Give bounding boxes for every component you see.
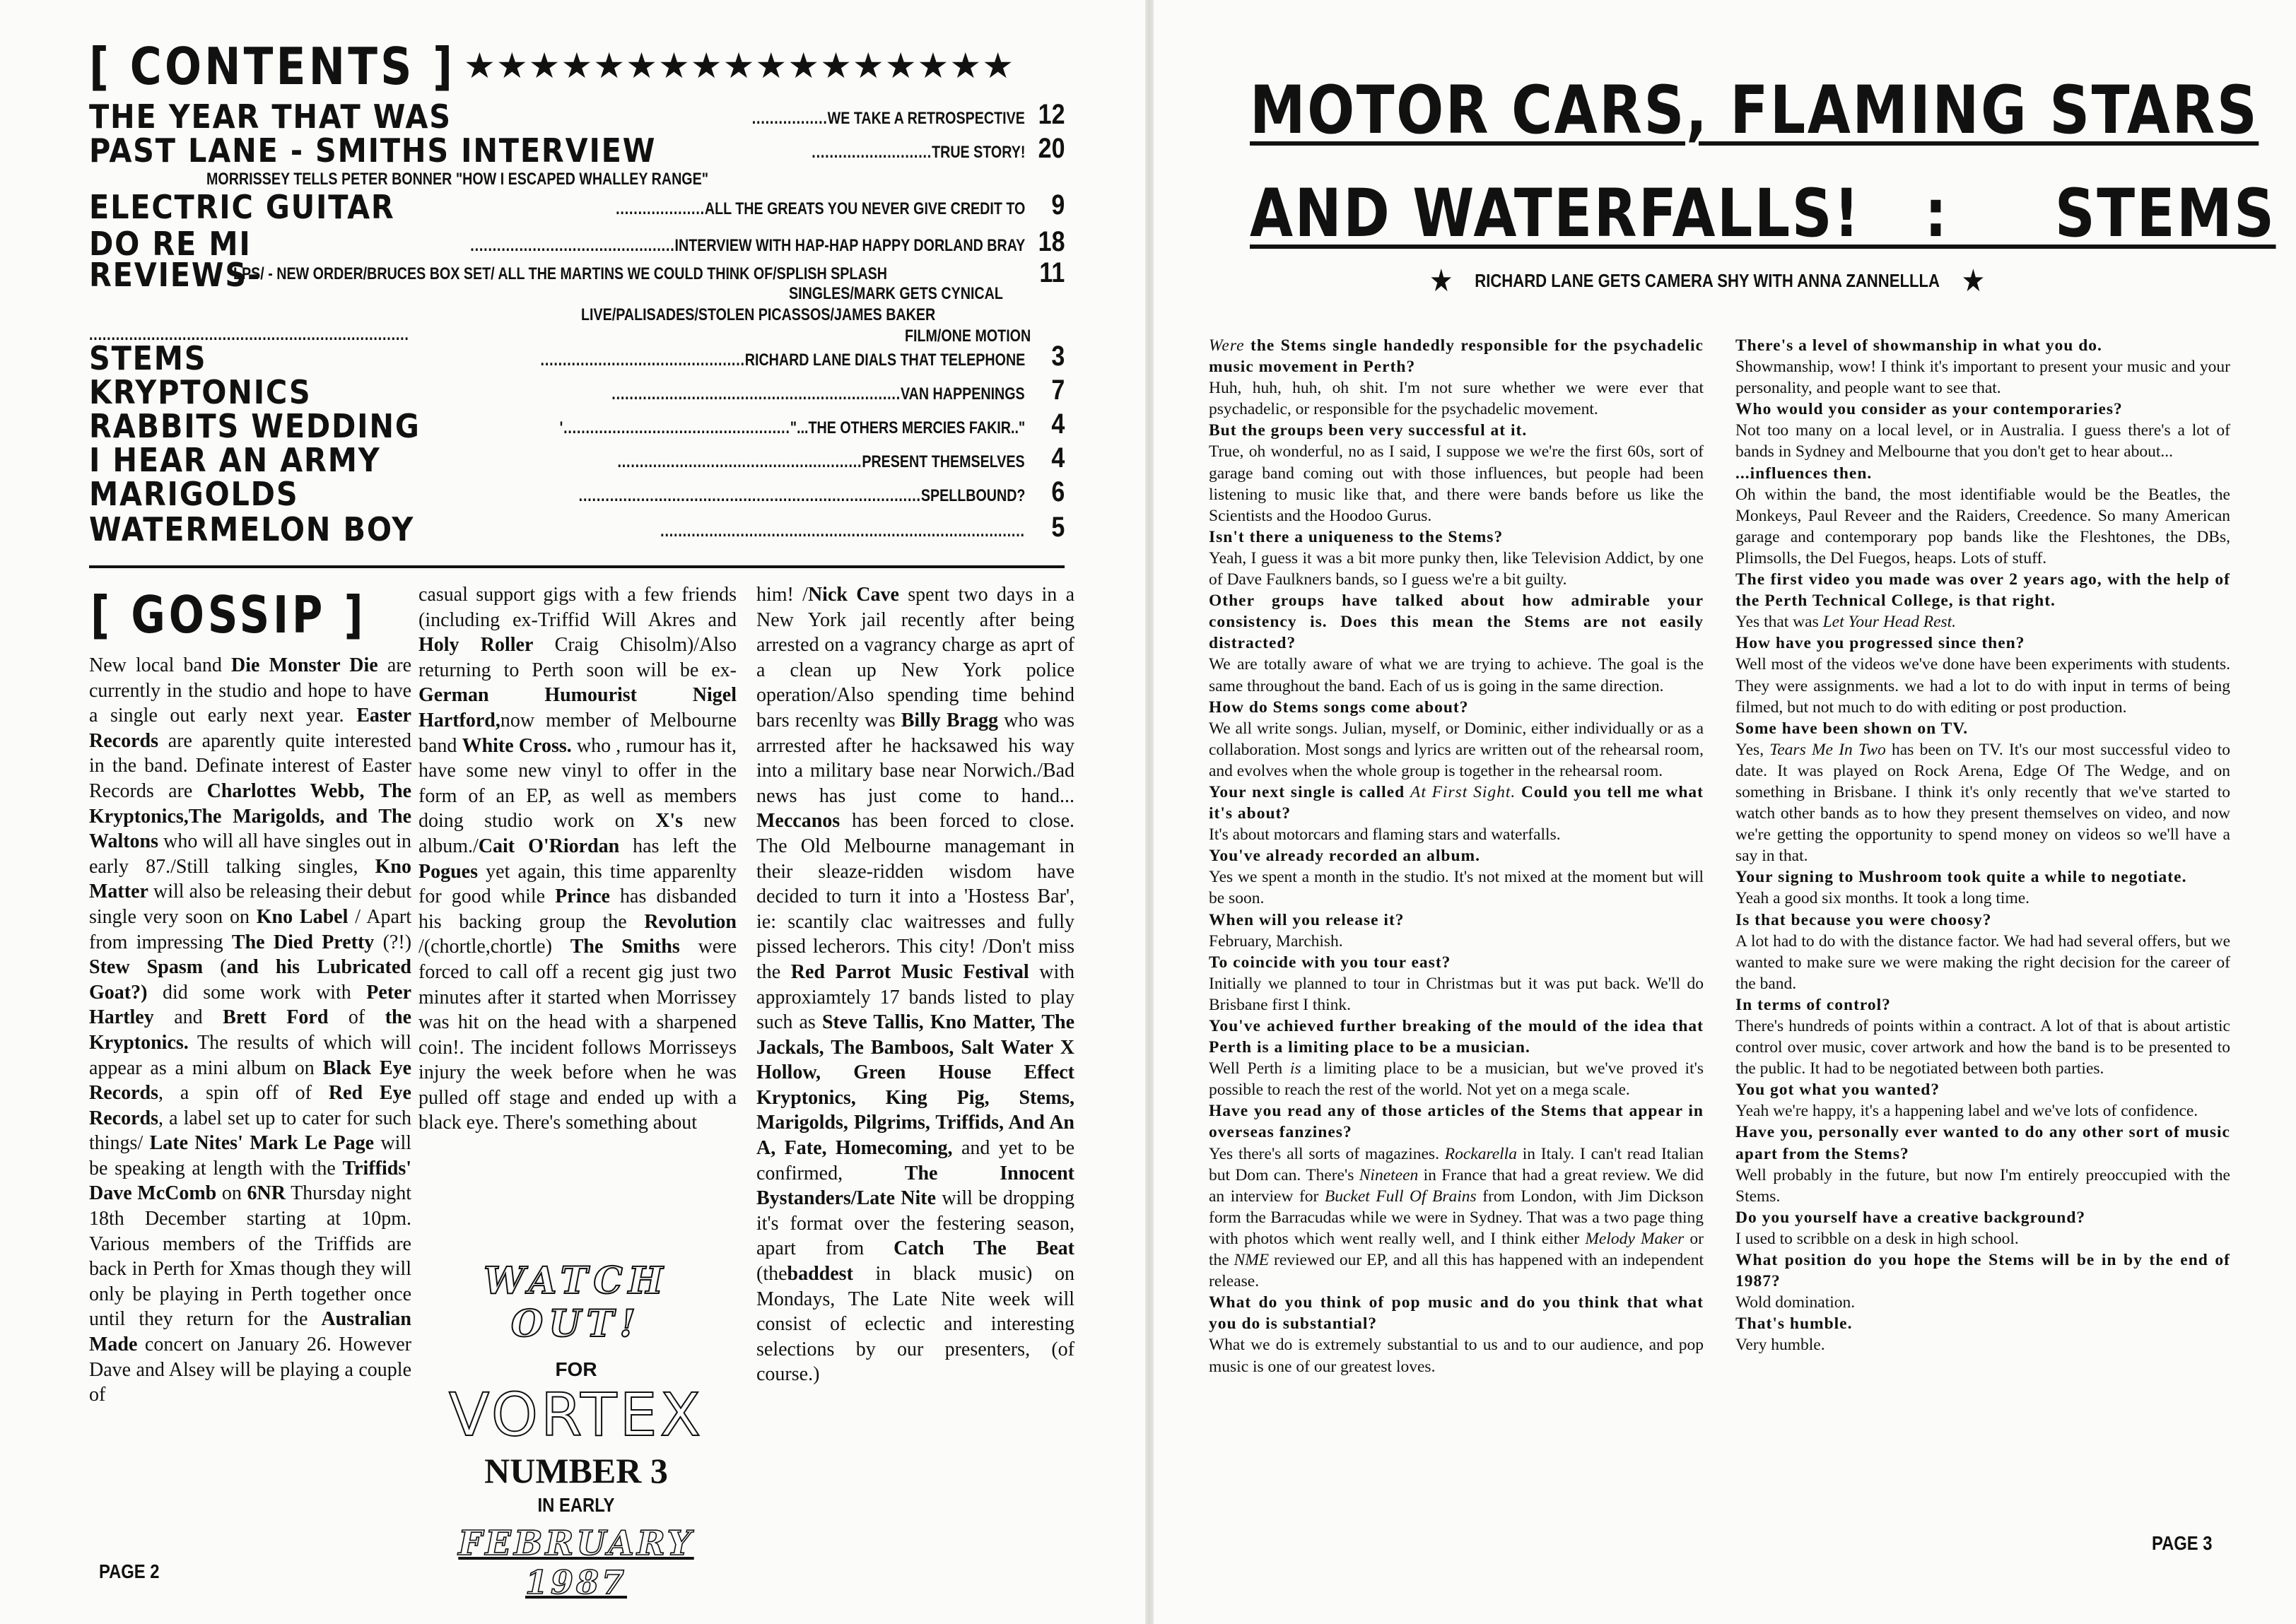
interview-answer xyxy=(1735,1228,2230,1249)
interview-answer xyxy=(1209,973,1704,1016)
text-run: spent two days in a New York jail recently after being arrested on a vagrancy charge as aprt of a clean up New York police operation/Also spending time behind bars recenlty was xyxy=(756,584,1074,731)
toc-page-number: 4 xyxy=(1051,408,1065,440)
headline-line-2: AND WATERFALLS! : STEMS xyxy=(1250,175,2276,252)
bold-text: his Lubricated Goat?) xyxy=(89,956,411,1004)
text-run xyxy=(259,956,276,978)
advert-watch-out: WATCH OUT! xyxy=(484,1259,669,1346)
text-run: who will all have singles out in early 87./Still talking singles, xyxy=(89,830,411,878)
text-run: of xyxy=(328,1006,385,1029)
text-run: ...influences then. xyxy=(1735,464,1873,483)
text-run: You've already recorded an album. xyxy=(1209,847,1480,866)
interview-answer xyxy=(1209,548,1704,590)
toc-reviews-line-1: LPS/ - NEW ORDER/BRUCES BOX SET/ ALL THE MARTINS WE COULD THINK OF/SPLISH SPLASH xyxy=(233,264,887,283)
toc-title: REVIEWS- xyxy=(89,256,261,294)
text-run: has been on TV. It's our most successful video to date. It was played on Rock Arena, Edge Of The Wedge, and on something in Brisbane. I think it's only recently that we've started to watch other bands as to how they present themselves on video, and now we're getting the opportunity to spend money on videos so we'll have a say in that. xyxy=(1735,740,2230,866)
italic-text: Were xyxy=(1209,336,1245,355)
bold-text: White Cross. xyxy=(462,734,572,757)
text-run: What do you think of pop music and do you think that what you do is substantial? xyxy=(1209,1293,1704,1334)
toc-description xyxy=(618,452,1025,472)
text-run: Who would you consider as your contemporaries? xyxy=(1735,400,2123,419)
toc-reviews-line-4: FILM/ONE MOTION xyxy=(905,326,1031,346)
toc-row xyxy=(89,510,1065,547)
text-run: We are totally aware of what we are trying to achieve. The goal is the same throughout the band. Each of us is going in the same direction. xyxy=(1209,655,1704,695)
text-run: will also be releasing their debut single very soon on xyxy=(89,881,411,928)
contents-stars: ★★★★★★★★★★★★★★★★★ xyxy=(464,45,1015,86)
text-run: has disbanded his backing group the xyxy=(418,885,737,933)
interview-answer xyxy=(1735,420,2230,462)
text-run: You've achieved further breaking of the mould of the idea that Perth is a limiting place to be a musician. xyxy=(1209,1017,1704,1057)
italic-text: is xyxy=(1289,1059,1301,1078)
text-run: We all write songs. Julian, myself, or Dominic, either individually or as a collaboration. Most songs and lyrics are written out of the rehearsal room, and evolves when the whole group is together in the rehearsal room. xyxy=(1209,719,1704,780)
toc-page-number: 11 xyxy=(1039,257,1065,288)
interview-question xyxy=(1735,910,2230,931)
bold-text: Late Nites' Mark Le Page xyxy=(149,1132,375,1155)
text-run: Wold domination. xyxy=(1735,1293,1856,1312)
bold-text: Steve Tallis, Kno Matter, The Jackals, The Bamboos, Salt Water X Hollow, Green House Effect Kryptonics, King Pig, Stems, Marigolds, Pilgrims, Triffids, And An A, xyxy=(756,1011,1075,1160)
toc-leader: ........................... xyxy=(811,143,932,162)
text-run: with approxiamtely 17 bands listed to play such as xyxy=(756,960,1074,1034)
toc-description-text: RICHARD LANE DIALS THAT TELEPHONE xyxy=(744,351,1025,370)
interview-question xyxy=(1209,952,1704,973)
text-run: who , rumour has it, have some new vinyl to offer in the form of an EP, as well as members doing studio work on xyxy=(418,734,737,832)
toc-page-number: 4 xyxy=(1051,442,1065,473)
bold-text: Australian Made xyxy=(89,1308,411,1356)
bold-text: Revolution xyxy=(644,910,737,933)
interview-question xyxy=(1735,569,2230,611)
toc-page-number: 6 xyxy=(1051,476,1065,507)
text-run: Your signing to Mushroom took quite a while to negotiate. xyxy=(1735,868,2187,887)
bold-text: Black Eye Records xyxy=(89,1057,412,1105)
toc-leader: ................. xyxy=(751,109,828,128)
text-run: To coincide with you tour east? xyxy=(1209,953,1451,972)
vortex-advert xyxy=(417,1259,735,1601)
toc-page-number: 20 xyxy=(1038,133,1065,164)
left-page xyxy=(0,0,1145,1624)
star-icon: ★ xyxy=(1961,263,1986,299)
toc-title: KRYPTONICS xyxy=(89,373,312,411)
toc-title: ELECTRIC GUITAR xyxy=(89,188,395,226)
interview-question xyxy=(1209,1292,1704,1334)
toc-row xyxy=(89,475,1065,512)
contents-divider xyxy=(89,565,1065,568)
bold-text: Peter Hartley xyxy=(89,981,411,1029)
bold-text: Kno Label xyxy=(256,905,348,928)
toc-title: RABBITS WEDDING xyxy=(89,407,421,445)
text-run: The first video you made was over 2 years ago, with the help of the Perth Technical College, is that right. xyxy=(1735,570,2230,611)
interview-question xyxy=(1209,910,1704,931)
toc-description xyxy=(470,236,1025,256)
bold-text: Die Monster Die xyxy=(231,654,378,676)
bold-text: the Kryptonics. xyxy=(89,1006,412,1054)
interview-answer xyxy=(1209,824,1704,845)
bold-text: Nick Cave xyxy=(807,584,899,606)
text-run: will be speaking at length with the xyxy=(89,1132,412,1179)
toc-description xyxy=(578,486,1025,506)
toc-leader: .................................................................................. xyxy=(660,522,1025,541)
bold-text: Prince xyxy=(555,885,610,908)
toc-title: STEMS xyxy=(89,339,207,377)
text-run: Well most of the videos we've done have been experiments with students. They were assignments. we had a lot to do with input in terms of being filmed, but not much to do with editing or post production. xyxy=(1735,655,2230,717)
interview-question xyxy=(1735,1249,2230,1292)
text-run: Have you read any of those articles of the Stems that appear in overseas fanzines? xyxy=(1209,1102,1704,1142)
toc-page-number: 18 xyxy=(1038,226,1065,257)
interview-question xyxy=(1735,1079,2230,1100)
text-run: the Stems single handedly responsible for the psychadelic music movement in Perth? xyxy=(1209,336,1704,377)
text-run: Your next single is called xyxy=(1209,782,1410,801)
interview-answer xyxy=(1735,356,2230,399)
toc-row xyxy=(89,98,1065,134)
toc-description xyxy=(559,418,1025,438)
interview-answer xyxy=(1209,377,1704,420)
interview-answer xyxy=(1735,931,2230,994)
advert-month: FEBRUARY xyxy=(458,1524,694,1563)
toc-description xyxy=(612,384,1025,404)
text-run: in France that had a great review. We did an interview for xyxy=(1209,1165,1704,1206)
interview-question xyxy=(1735,1122,2230,1164)
interview-answer xyxy=(1735,611,2230,632)
italic-text: At First Sight. xyxy=(1410,782,1516,801)
toc-leader: .............................................. xyxy=(540,351,745,370)
bold-text: Kno Matter xyxy=(89,855,411,903)
text-run: will be dropping it's format over the festering season, apart from xyxy=(756,1187,1074,1260)
bold-text: The Smiths xyxy=(570,936,680,958)
text-run: or the xyxy=(1209,1229,1704,1270)
toc-title: DO RE MI xyxy=(89,225,252,263)
interview-answer xyxy=(1209,931,1704,952)
italic-text: Rockarella xyxy=(1444,1144,1517,1163)
text-run: Well Perth xyxy=(1209,1059,1290,1078)
toc-description xyxy=(752,109,1025,129)
interview-question xyxy=(1735,335,2230,356)
toc-description-text: TRUE STORY! xyxy=(931,143,1025,162)
text-run: Showmanship, wow! I think it's important to present your music and your personality, and people want to see that. xyxy=(1735,358,2230,398)
bold-text: Triffids' Dave McComb xyxy=(89,1157,411,1205)
text-run: But the groups been very successful at it. xyxy=(1209,421,1528,440)
text-run: reviewed our EP, and all this has happened with an independent release. xyxy=(1209,1251,1704,1291)
text-run: How have you progressed since then? xyxy=(1735,634,2025,653)
italic-text: Nineteen xyxy=(1359,1165,1419,1184)
interview-question xyxy=(1735,399,2230,420)
text-run: are aparently quite interested in the band. Definate interest of Easter Records are xyxy=(89,729,411,802)
text-run: a limiting place to be a musician, but we've proved it's possible to reach the rest of the world. Not yet on a mega scale. xyxy=(1209,1059,1704,1100)
interview-answer xyxy=(1735,484,2230,569)
text-run: Well probably in the future, but now I'm entirely preoccupied with the Stems. xyxy=(1735,1165,2230,1206)
toc-page-number: 7 xyxy=(1051,375,1065,406)
interview-answer xyxy=(1209,1143,1704,1293)
bold-text: X's xyxy=(655,810,684,832)
interview-answer xyxy=(1209,441,1704,526)
interview-answer xyxy=(1735,1334,2230,1355)
interview-answer xyxy=(1735,1100,2230,1122)
italic-text: Melody Maker xyxy=(1585,1229,1685,1248)
text-run: Isn't there a uniqueness to the Stems? xyxy=(1209,527,1504,546)
toc-page-number: 9 xyxy=(1051,189,1065,220)
text-run: Do you yourself have a creative background? xyxy=(1735,1208,2086,1227)
text-run: in black music) on Mondays, The Late Nite week will consist of eclectic and interesting selections by our presenters, (of course.) xyxy=(756,1263,1074,1386)
italic-text: Bucket Full Of Brains xyxy=(1324,1187,1477,1206)
interview-answer xyxy=(1209,1334,1704,1377)
interview-question xyxy=(1209,335,1704,377)
gossip-column-1 xyxy=(89,653,411,1408)
toc-leader: .............................................. xyxy=(470,236,675,255)
toc-page-number: 3 xyxy=(1051,341,1065,372)
text-run: Yeah we're happy, it's a happening label and we've lots of confidence. xyxy=(1735,1102,2198,1121)
text-run: How do Stems songs come about? xyxy=(1209,698,1469,717)
article-headline xyxy=(1250,59,2276,266)
toc-page-number: 12 xyxy=(1038,99,1065,130)
text-run: February, Marchish. xyxy=(1209,931,1343,951)
toc-page-number: 5 xyxy=(1051,512,1065,543)
text-run: True, oh wonderful, no as I said, I suppose we we're the first 60s, sort of garage band coming out with those influences, but people had been listening to music like that, and there were bands before us like the Scientists and the Hoodoo Gurus. xyxy=(1209,442,1704,525)
toc-description-text: WE TAKE A RETROSPECTIVE xyxy=(827,109,1025,128)
gossip-heading: [ GOSSIP ] xyxy=(90,585,367,645)
toc-row xyxy=(89,373,1065,410)
bold-text: The Innocent Bystanders/Late Nite xyxy=(756,1162,1074,1210)
advert-in-early: IN EARLY xyxy=(537,1494,615,1516)
bold-text: and xyxy=(226,956,259,979)
text-run: Initially we planned to tour in Christmas but it was put back. We'll do Brisbane first I think. xyxy=(1209,974,1704,1014)
text-run: The results of which will appear as a mini album on xyxy=(89,1031,411,1079)
interview-question xyxy=(1735,632,2230,654)
italic-text: Let Your Head Rest. xyxy=(1822,613,1957,632)
star-icon: ★ xyxy=(1429,263,1453,299)
text-run: A lot had to do with the distance factor. We had had several offers, but we wanted to make sure we were making the right decision for the career of the band. xyxy=(1735,931,2230,993)
text-run: did some work with xyxy=(147,981,367,1004)
interview-question xyxy=(1209,420,1704,441)
interview-question xyxy=(1209,1016,1704,1058)
toc-leader: ................................................................. xyxy=(611,384,901,404)
bold-text: Holy Roller xyxy=(418,634,534,657)
text-run: / Apart from impressing xyxy=(89,905,411,953)
interview-answer xyxy=(1735,654,2230,717)
toc-description xyxy=(616,199,1025,219)
text-run: New local band xyxy=(89,654,232,676)
text-run: casual support gigs with a few friends (including ex-Triffid Will Akres and xyxy=(418,584,737,631)
toc-row xyxy=(89,407,1065,444)
text-run: There's hundreds of points within a contract. A lot of that is about artistic control over music, cover artwork and how the band is to be presented to the public. It had to be negotiated between both parties. xyxy=(1735,1017,2230,1078)
text-run: on xyxy=(216,1182,247,1205)
toc-leader: .................... xyxy=(615,199,705,218)
interview-question xyxy=(1735,463,2230,484)
interview-question xyxy=(1735,718,2230,739)
text-run: I used to scribble on a desk in high school. xyxy=(1735,1229,2019,1248)
bold-text: Easter Records xyxy=(89,705,411,752)
bold-text: Fate, Homecoming, xyxy=(784,1137,953,1160)
text-run: In terms of control? xyxy=(1735,995,1891,1014)
text-run: Craig Chisolm)/Also returning to Perth soon will be ex- xyxy=(418,634,737,681)
toc-smiths-subtitle: MORRISSEY TELLS PETER BONNER "HOW I ESCAPED WHALLEY RANGE" xyxy=(206,170,709,189)
toc-row xyxy=(89,441,1065,478)
interview-answer xyxy=(1209,1058,1704,1100)
headline-line-1: MOTOR CARS, FLAMING STARS xyxy=(1250,72,2259,149)
bold-text: The Died Pretty xyxy=(231,931,375,953)
interview-question xyxy=(1735,1207,2230,1228)
text-run: , a label set up to cater for such things/ xyxy=(89,1107,411,1155)
interview-answer xyxy=(1209,718,1704,782)
interview-question xyxy=(1209,782,1704,824)
text-run: Yeah, I guess it was a bit more punky then, like Television Addict, by one of Dave Faulkners bands, so I guess we're a bit guilty. xyxy=(1209,548,1704,589)
toc-reviews-line-2: SINGLES/MARK GETS CYNICAL xyxy=(789,284,1003,303)
toc-leader: ....................................................... xyxy=(617,452,862,471)
interview-answer xyxy=(1735,1292,2230,1313)
toc-description-text: PRESENT THEMSELVES xyxy=(862,452,1025,471)
text-run: Yes there's all sorts of magazines. xyxy=(1209,1144,1445,1163)
interview-column-1 xyxy=(1209,335,1704,1377)
interview-answer xyxy=(1735,888,2230,909)
advert-year: 1987 xyxy=(525,1563,628,1601)
toc-leader: ............................................................................. xyxy=(578,486,921,505)
toc-reviews-line-3: LIVE/PALISADES/STOLEN PICASSOS/JAMES BAKER xyxy=(581,305,936,324)
bold-text: Red Parrot Music Festival xyxy=(790,960,1029,983)
italic-text: NME xyxy=(1234,1251,1270,1270)
advert-vortex: VORTEX xyxy=(448,1380,704,1449)
text-run: yet again, this time apparenlty for good while xyxy=(418,860,737,908)
text-run: Very humble. xyxy=(1735,1336,1825,1355)
interview-question xyxy=(1209,1100,1704,1143)
interview-question xyxy=(1735,994,2230,1016)
text-run: from London, with Jim Dickson form the Barracudas while we were in Sydney. That was a two page thing with photos which went really well, and I think either xyxy=(1209,1187,1704,1248)
bold-text: 6NR xyxy=(247,1182,286,1205)
text-run: who was arrrested after he hacksawed his way into a military base near Norwich./Bad news has just come to hand... xyxy=(756,709,1074,807)
text-run: Could you tell me what it's about? xyxy=(1209,782,1704,823)
text-run: Some have been shown on TV. xyxy=(1735,719,1969,738)
interview-question xyxy=(1209,526,1704,548)
advert-issue-number: NUMBER 3 xyxy=(484,1451,668,1490)
toc-reviews-leader: ........................................................................ xyxy=(89,325,409,344)
toc-title: THE YEAR THAT WAS xyxy=(89,98,452,136)
text-run: Huh, huh, huh, oh shit. I'm not sure whether we were ever that psychadelic, or responsible for the psychadelic movement. xyxy=(1209,379,1704,419)
text-run: Yes, xyxy=(1735,740,1770,759)
bold-text: baddest xyxy=(787,1263,853,1285)
page-number-right: PAGE 3 xyxy=(2152,1532,2213,1554)
bold-text: Charlottes Webb, The Kryptonics,The Marigolds, and The Waltons xyxy=(89,779,411,853)
text-run: ( xyxy=(203,956,227,979)
toc-description xyxy=(812,143,1025,163)
bold-text: Catch The Beat xyxy=(894,1237,1074,1260)
bold-text: Brett Ford xyxy=(223,1006,329,1029)
text-run: There's a level of showmanship in what you do. xyxy=(1735,336,2102,355)
text-run: him! / xyxy=(756,584,808,606)
text-run: What we do is extremely substantial to us and to our audience, and pop music is one of our greatest loves. xyxy=(1209,1336,1704,1376)
byline xyxy=(1429,263,1985,299)
bold-text: Red Eye Records xyxy=(89,1082,411,1129)
text-run: Yeah a good six months. It took a long time. xyxy=(1735,889,2030,908)
toc-leader: '................................................... xyxy=(559,418,790,437)
interview-answer xyxy=(1209,654,1704,696)
text-run: in Italy. I can't read Italian but Dom can. There's xyxy=(1209,1144,1704,1184)
right-page xyxy=(1154,0,2296,1624)
bold-text: Meccanos xyxy=(756,810,840,832)
spine-gutter xyxy=(1145,0,1154,1624)
text-run: Yes we spent a month in the studio. It's not mixed at the moment but will be soon. xyxy=(1209,868,1704,908)
text-run: Is that because you were choosy? xyxy=(1735,910,1992,929)
bold-text: Billy Bragg xyxy=(901,709,998,731)
text-run: concert on January 26. However Dave and Alsey will be playing a couple of xyxy=(89,1334,411,1406)
interview-answer xyxy=(1735,1016,2230,1079)
interview-column-2 xyxy=(1735,335,2230,1356)
toc-description-text: "...THE OTHERS MERCIES FAKIR.." xyxy=(790,418,1025,437)
text-run: You got what you wanted? xyxy=(1735,1081,1940,1100)
toc-title: I HEAR AN ARMY xyxy=(89,441,381,479)
advert-for: FOR xyxy=(555,1358,597,1380)
toc-title: WATERMELON BOY xyxy=(89,510,415,548)
toc-description-text: VAN HAPPENINGS xyxy=(901,384,1025,404)
text-run: Oh within the band, the most identifiable would be the Beatles, the Monkeys, Paul Reveer and the Raiders, Creedence. So many American garage and contemporary pop bands like the Fleshtones, the DBs, Plimsolls, the Del Fuegos, heaps. Lots of stuff. xyxy=(1735,485,2230,567)
byline-text: RICHARD LANE GETS CAMERA SHY WITH ANNA ZANNELLLA xyxy=(1475,270,1940,291)
text-run: Have you, personally ever wanted to do any other sort of music apart from the Stems? xyxy=(1735,1123,2230,1163)
toc-description-text: ALL THE GREATS YOU NEVER GIVE CREDIT TO xyxy=(704,199,1025,218)
interview-question xyxy=(1735,1313,2230,1334)
interview-question xyxy=(1209,845,1704,866)
text-run: , a spin off of xyxy=(158,1082,329,1105)
toc-title: MARIGOLDS xyxy=(89,475,299,513)
text-run: (?!) xyxy=(374,931,412,953)
text-run: What position do you hope the Stems will be in by the end of 1987? xyxy=(1735,1251,2230,1291)
toc-title: PAST LANE - SMITHS INTERVIEW xyxy=(89,131,657,170)
text-run: Not too many on a local level, or in Australia. I guess there's a lot of bands in Sydney and Melbourne that you don't get to hear about... xyxy=(1735,421,2230,461)
bold-text: Pogues xyxy=(418,860,478,883)
text-run: has left the xyxy=(619,835,737,857)
interview-question xyxy=(1735,866,2230,888)
text-run: and xyxy=(153,1006,223,1029)
text-run: /(chortle,chortle) xyxy=(418,936,570,958)
text-run: and yet to be confirmed, xyxy=(756,1137,1075,1184)
text-run xyxy=(775,1137,784,1159)
bold-text: Cait O'Riordan xyxy=(478,835,620,857)
gossip-column-2 xyxy=(418,582,737,1136)
interview-answer xyxy=(1209,866,1704,909)
toc-row xyxy=(89,188,1065,225)
interview-question xyxy=(1209,697,1704,718)
interview-answer xyxy=(1735,1165,2230,1207)
text-run: new album./ xyxy=(418,810,737,857)
text-run: Thursday night 18th December starting at 10pm. Various members of the Triffids are back in Perth for Xmas though they will only be playing in Perth together once until they return for the xyxy=(89,1182,412,1331)
text-run: has been forced to close. The Old Melbourne managemant in their sleaze-ridden wisdom have decided to turn it into a 'Hostess Bar', ie: scantily clac waitresses and fully pissed lecherors. This city! /Don't miss the xyxy=(756,810,1074,983)
toc-description-text: INTERVIEW WITH HAP-HAP HAPPY DORLAND BRAY xyxy=(674,236,1025,255)
text-run: That's humble. xyxy=(1735,1314,1853,1334)
toc-description xyxy=(540,351,1025,370)
text-run: are currently in the studio and hope to have a single out early next year. xyxy=(89,654,411,727)
toc-description-text: SPELLBOUND? xyxy=(920,486,1025,505)
text-run: Other groups have talked about how admirable your consistency is. Does this mean the Stems are not easily distracted? xyxy=(1209,592,1704,653)
text-run: When will you release it? xyxy=(1209,910,1405,929)
interview-question xyxy=(1209,590,1704,654)
toc-row xyxy=(89,131,1065,168)
text-run: It's about motorcars and flaming stars and waterfalls. xyxy=(1209,825,1561,845)
text-run: were forced to call off a recent gig just two minutes after it started when Morrissey was hit on the head with a sharpened coin!. The incident follows Morrisseys injury the week before when he was pulled off stage and ended up with a black eye. There's something about xyxy=(418,936,737,1134)
toc-description xyxy=(660,522,1025,541)
text-run: Yes that was xyxy=(1735,613,1823,632)
page-number-left: PAGE 2 xyxy=(99,1560,160,1582)
italic-text: Tears Me In Two xyxy=(1769,740,1886,759)
contents-heading: [ CONTENTS ] xyxy=(89,37,456,96)
bold-text: German Humourist Nigel Hartford, xyxy=(418,684,737,731)
interview-answer xyxy=(1735,739,2230,867)
gossip-column-3 xyxy=(756,582,1074,1387)
text-run: now member of Melbourne band xyxy=(418,709,737,757)
text-run: (the xyxy=(756,1263,787,1285)
bold-text: Stew Spasm xyxy=(89,956,204,979)
